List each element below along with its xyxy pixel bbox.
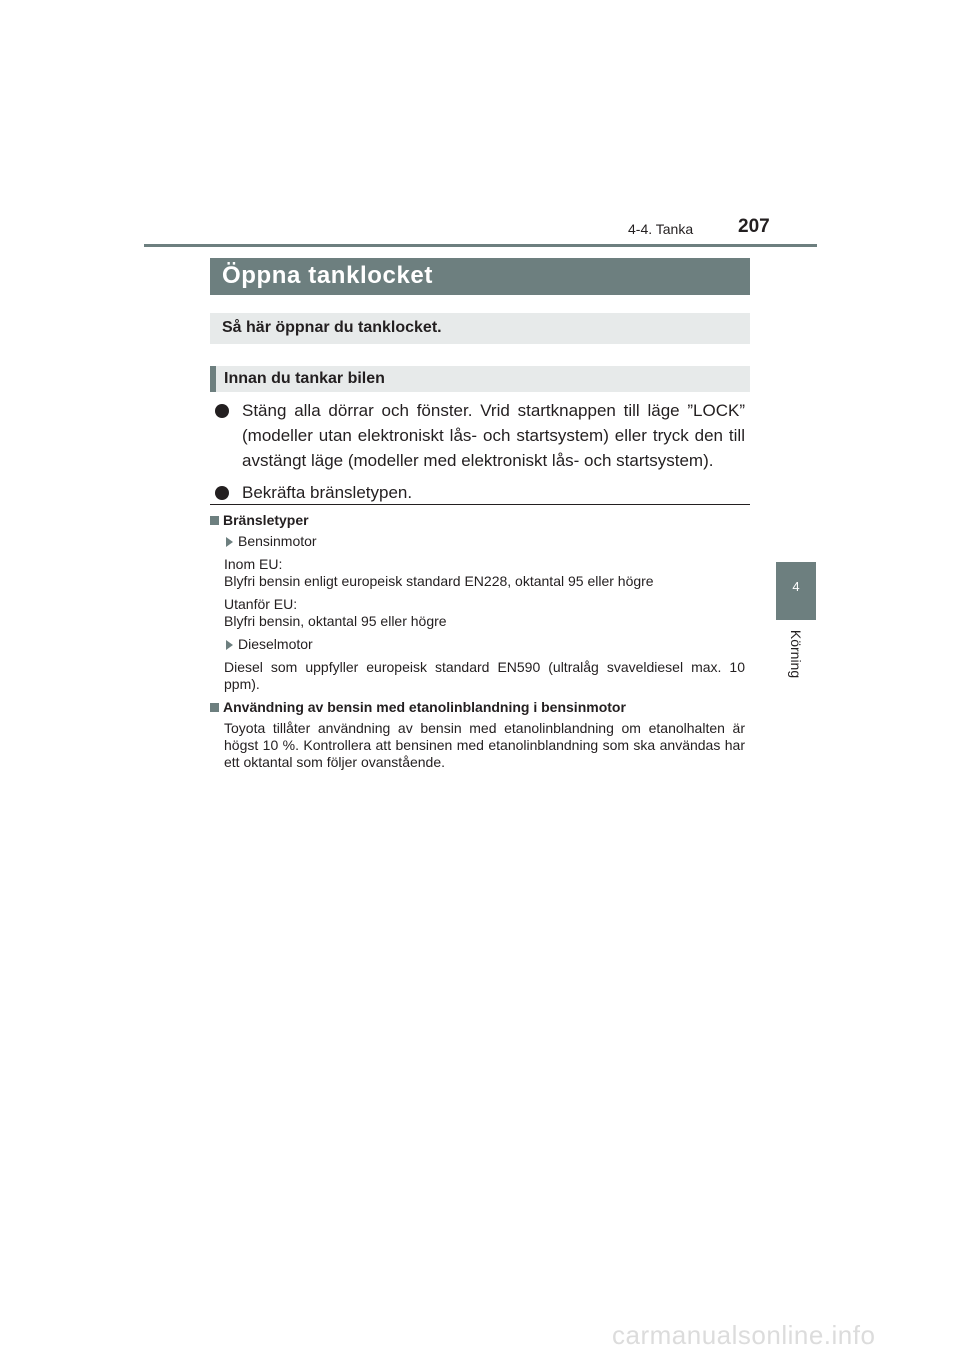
triangle-bullet-icon <box>226 640 233 650</box>
note-subheading-text: Bensinmotor <box>238 533 317 549</box>
header-rule <box>144 244 817 247</box>
square-bullet-icon <box>210 516 219 525</box>
section-title: Öppna tanklocket <box>222 262 433 289</box>
bullet-dot-icon <box>215 404 229 418</box>
note-heading-text: Bränsletyper <box>223 512 309 528</box>
subsection-title: Innan du tankar bilen <box>224 370 385 387</box>
bullet-item <box>212 480 745 505</box>
bullet-text: Bekräfta bränsletypen. <box>242 483 413 502</box>
bullet-dot-icon <box>215 486 229 500</box>
note-line: Blyfri bensin, oktantal 95 eller högre <box>224 613 447 629</box>
note-heading-text: Användning av bensin med etanolinblandning i bensinmotor <box>223 699 626 715</box>
section-label: 4-4. Tanka <box>628 221 694 237</box>
note-paragraph-non-eu <box>210 596 745 630</box>
note-line: Utanför EU: <box>224 596 298 612</box>
chapter-tab <box>776 562 816 620</box>
page-number: 207 <box>738 216 770 237</box>
note-subheading-text: Dieselmotor <box>238 636 313 652</box>
note-line: Blyfri bensin enligt europeisk standard EN228, oktantal 95 eller högre <box>224 573 654 589</box>
bullet-item <box>212 398 745 473</box>
note-heading-ethanol <box>210 699 745 716</box>
note-paragraph-diesel: Diesel som uppfyller europeisk standard EN590 (ultralåg svaveldiesel max. 10 ppm). <box>224 659 745 692</box>
notes-section <box>210 512 745 777</box>
bullet-text: Stäng alla dörrar och fönster. Vrid startknappen till läge ”LOCK” (modeller utan elektroniskt lås- och startsystem) eller tryck den till avstängt läge (modeller med elektroniskt lås- och startsystem). <box>242 401 745 470</box>
triangle-bullet-icon <box>226 537 233 547</box>
subsection-band <box>210 366 750 392</box>
note-paragraph-eu <box>210 556 745 590</box>
divider <box>210 504 750 505</box>
square-bullet-icon <box>210 703 219 712</box>
intro-text: Så här öppnar du tanklocket. <box>222 319 442 336</box>
note-subheading-petrol <box>210 533 745 550</box>
watermark: carmanualsonline.info <box>612 1320 876 1350</box>
chapter-name: Körning <box>788 629 804 679</box>
note-paragraph-ethanol: Toyota tillåter användning av bensin med etanolinblandning om etanolhalten är högst 10 %. Kontrollera att bensinen med etanolinblandning som ska användas har ett oktantal som följer ovanstående. <box>224 720 745 770</box>
chapter-number: 4 <box>792 579 800 594</box>
note-subheading-diesel <box>210 636 745 653</box>
intro-band <box>210 313 750 344</box>
bullet-list <box>212 398 745 512</box>
section-title-band <box>210 258 750 295</box>
note-line: Inom EU: <box>224 556 283 572</box>
note-heading-fuel-types <box>210 512 745 529</box>
